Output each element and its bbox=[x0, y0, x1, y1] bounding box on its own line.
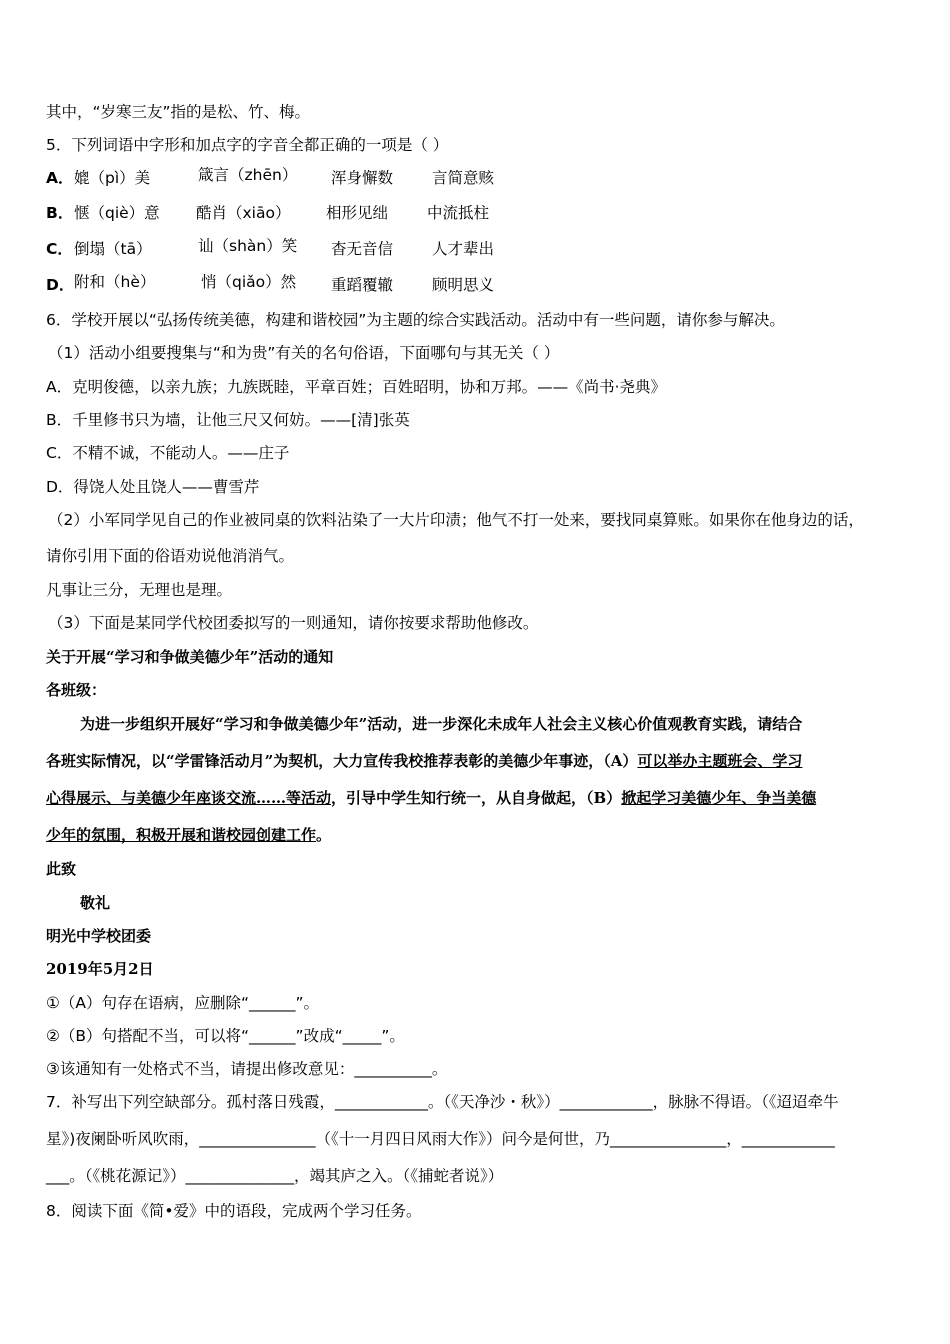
notice-title: 关于开展“学习和争做美德少年”活动的通知 bbox=[46, 648, 334, 666]
q8-stem: 8．阅读下面《简•爱》中的语段，完成两个学习任务。 bbox=[46, 1202, 422, 1220]
sentence-a-underlined: 可以举办主题班会、学习 bbox=[637, 752, 803, 770]
q6-sub3: ③该通知有一处格式不当，请提出修改意见：__________。 bbox=[46, 1060, 448, 1078]
notice-body-line3: 心得展示、与美德少年座谈交流……等活动，引导中学生知行统一，从自身做起，（B）掀起学习美德少年、争当美德 bbox=[46, 789, 817, 807]
q6-part2-saying: 凡事让三分，无理也是理。 bbox=[46, 581, 233, 599]
q7-line3: ___。（《桃花源记》）______________，竭其庐之入。（《捕蛇者说》） bbox=[46, 1167, 504, 1185]
q7-line1: 7．补写出下列空缺部分。孤村落日残霞，____________。（《天净沙・秋》）____________，脉脉不得语。（《迢迢牵牛 bbox=[46, 1093, 839, 1111]
q7-line2: 星》)夜阑卧听风吹雨，_______________（《十一月四日风雨大作》）问今是何世，乃_______________，____________ bbox=[46, 1130, 835, 1148]
q6-part1-option-a: A．克明俊德，以亲九族；九族既睦，平章百姓；百姓昭明，协和万邦。——《尚书·尧典》 bbox=[46, 378, 667, 396]
notice-body-line1: 为进一步组织开展好“学习和争做美德少年”活动，进一步深化未成年人社会主义核心价值观教育实践，请结合 bbox=[80, 715, 803, 733]
q6-part2-line2: 请你引用下面的俗语劝说他消消气。 bbox=[46, 547, 295, 565]
q6-sub2: ②（B）句搭配不当，可以将“______”改成“_____”。 bbox=[46, 1027, 405, 1045]
q6-stem: 6．学校开展以“弘扬传统美德，构建和谐校园”为主题的综合实践活动。活动中有一些问题，请你参与解决。 bbox=[46, 311, 785, 329]
q6-part1-option-b: B．千里修书只为墙，让他三尺又何妨。——[清]张英 bbox=[46, 411, 410, 429]
notice-body-line4: 少年的氛围，积极开展和谐校园创建工作。 bbox=[46, 826, 332, 844]
q6-part1-option-d: D．得饶人处且饶人——曹雪芹 bbox=[46, 478, 260, 496]
q6-sub1: ①（A）句存在语病，应删除“______”。 bbox=[46, 994, 320, 1012]
notice-closing1: 此致 bbox=[46, 860, 77, 878]
q6-part1-option-c: C．不精不诚，不能动人。——庄子 bbox=[46, 444, 290, 462]
notice-body-line2: 各班实际情况，以“学雷锋活动月”为契机，大力宣传我校推荐表彰的美德少年事迹，（A）可以举办主题班会、学习 bbox=[46, 752, 803, 770]
notice-closing2: 敬礼 bbox=[80, 894, 111, 912]
notice-salutation: 各班级： bbox=[46, 681, 107, 699]
q6-part2-line1: （2）小军同学见自己的作业被同桌的饮料沾染了一大片印渍；他气不打一处来，要找同桌算账。如果你在他身边的话， bbox=[48, 511, 864, 529]
q5-stem: 5．下列词语中字形和加点字的字音全都正确的一项是（ ） bbox=[46, 136, 449, 154]
notice-date: 2019年5月2日 bbox=[46, 960, 154, 978]
sentence-b-underlined: 掀起学习美德少年、争当美德 bbox=[621, 789, 817, 807]
intro-text: 其中，“岁寒三友”指的是松、竹、梅。 bbox=[46, 103, 311, 121]
q6-part3: （3）下面是某同学代校团委拟写的一则通知，请你按要求帮助他修改。 bbox=[48, 614, 539, 632]
q6-part1: （1）活动小组要搜集与“和为贵”有关的名句俗语，下面哪句与其无关（ ） bbox=[48, 344, 560, 362]
notice-signer: 明光中学校团委 bbox=[46, 927, 152, 945]
document-page: 其中，“岁寒三友”指的是松、竹、梅。 5．下列词语中字形和加点字的字音全都正确的一项是（ ） A． 媲（pì）美 箴言（zhēn） 浑身懈数 言简意赅 B． 惬（qiè）意 酷肖（xiāo） 相形见绌 中流抵柱 C． 倒塌（tā） 讪（shàn）笑 杳无音信 人才辈出 D． 附和（hè） 悄（qiǎo）然 重蹈覆辙 顾明思义 6．学校开展以“弘扬传统美德，构建和谐校园”为主题的综合实践活动。活动中有一些问题，请你参与解决。 （1）活动小组要搜集与“和为贵”有关的名句俗语，下面哪句与其无关（ ） A．克明俊德，以亲九族；九族既睦，平章百姓；百姓昭明，协和万邦。——《尚书·尧典》 B．千里修书只为墙，让他三尺又何妨。——[清]张英 C．不精不诚，不能动人。——庄子 D．得饶人处且饶人——曹雪芹 （2）小军同学见自己的作业被同桌的饮料沾染了一大片印渍；他气不打一处来，要找同桌算账。如果你在他身边的话， 请你引用下面的俗语劝说他消消气。 凡事让三分，无理也是理。 （3）下面是某同学代校团委拟写的一则通知，请你按要求帮助他修改。 关于开展“学习和争做美德少年”活动的通知 各班级： 为进一步组织开展好“学习和争做美德少年”活动，进一步深化未成年人社会主义核心价值观教育实践，请结合 各班实际情况，以“学雷锋活动月”为契机，大力宣传我校推荐表彰的美德少年事迹，（A）可以举办主题班会、学习 心得展示、与美德少年座谈交流……等活动，引导中学生知行统一，从自身做起，（B）掀起学习美德少年、争当美德 少年的氛围，积极开展和谐校园创建工作。 此致 敬礼 明光中学校团委 2019年5月2日 ①（A）句存在语病，应删除“______”。 ②（B）句搭配不当，可以将“______”改成“_____”。 ③该通知有一处格式不当，请提出修改意见：__________。 7．补写出下列空缺部分。孤村落日残霞，____________。（《天净沙・秋》）____________，脉脉不得语。（《迢迢牵牛 星》)夜阑卧听风吹雨，_______________（《十一月四日风雨大作》）问今是何世，乃_______________，____________ ___。（《桃花源记》）______________，竭其庐之入。（《捕蛇者说》） 8．阅读下面《简•爱》中的语段，完成两个学习任务。 bbox=[0, 0, 950, 1344]
